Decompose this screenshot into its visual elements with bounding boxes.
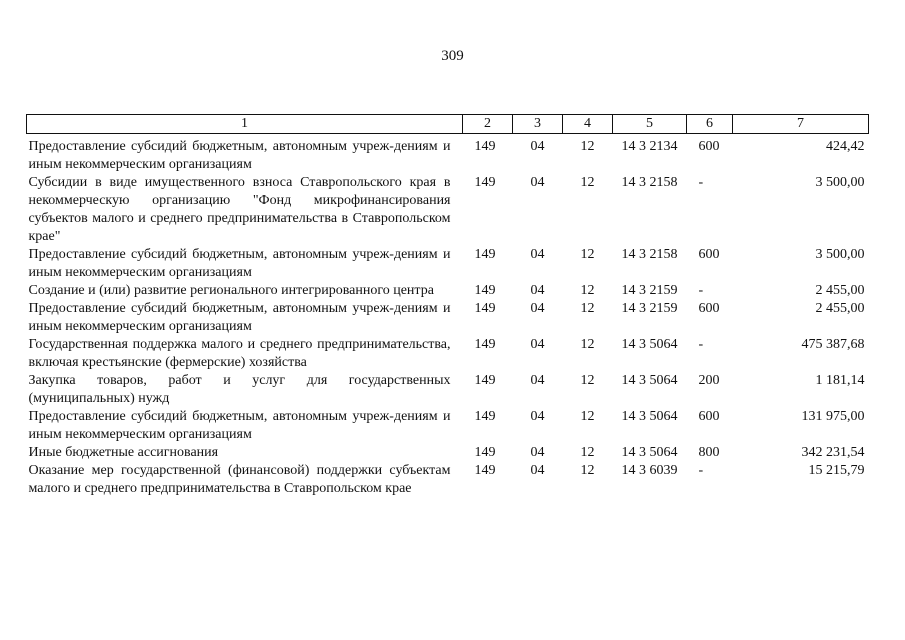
column-header-1: 1 <box>27 115 463 134</box>
row-name: Оказание мер государственной (финансовой) поддержки субъектам малого и среднего предпринимательства в Ставропольском крае <box>28 463 451 496</box>
cell-col6: 800 <box>698 445 720 460</box>
cell-col2: 149 <box>474 337 496 352</box>
cell-col7: 2 455,00 <box>815 283 865 298</box>
page-number: 309 <box>441 48 464 64</box>
table-row <box>27 462 869 498</box>
cell-col2: 149 <box>474 175 496 190</box>
cell-col5: 14 3 2159 <box>621 301 678 316</box>
cell-col5: 14 3 5064 <box>621 445 678 460</box>
cell-col6: - <box>698 283 704 298</box>
table-row <box>27 372 869 408</box>
row-name: Создание и (или) развитие регионального интегрированного центра <box>28 283 434 298</box>
cell-col3: 04 <box>530 175 545 190</box>
budget-table <box>26 114 869 498</box>
cell-col6: 600 <box>698 139 720 154</box>
cell-col4: 12 <box>580 373 595 388</box>
cell-col4: 12 <box>580 139 595 154</box>
cell-col2: 149 <box>474 373 496 388</box>
row-name: Предоставление субсидий бюджетным, автономным учреж-дениям и иным некоммерческим организациям <box>28 301 451 334</box>
row-name: Иные бюджетные ассигнования <box>28 445 219 460</box>
cell-col5: 14 3 2158 <box>621 175 678 190</box>
row-name: Субсидии в виде имущественного взноса Ставропольского края в некоммерческую организацию "Фонд микрофинансирования субъектов малого и среднего предпринимательства в Ставропольском крае" <box>28 175 451 244</box>
cell-col4: 12 <box>580 247 595 262</box>
cell-col6: 600 <box>698 409 720 424</box>
cell-col3: 04 <box>530 463 545 478</box>
cell-col3: 04 <box>530 283 545 298</box>
cell-col6: - <box>698 175 704 190</box>
cell-col2: 149 <box>474 139 496 154</box>
cell-col5: 14 3 2134 <box>621 139 678 154</box>
cell-col6: 600 <box>698 247 720 262</box>
cell-col7: 15 215,79 <box>808 463 865 478</box>
cell-col5: 14 3 5064 <box>621 337 678 352</box>
table-row <box>27 300 869 336</box>
cell-col7: 131 975,00 <box>801 409 865 424</box>
cell-col2: 149 <box>474 283 496 298</box>
cell-col2: 149 <box>474 445 496 460</box>
cell-col4: 12 <box>580 409 595 424</box>
cell-col3: 04 <box>530 337 545 352</box>
table-row <box>27 408 869 444</box>
cell-col7: 1 181,14 <box>815 373 865 388</box>
column-header-7: 7 <box>733 115 869 134</box>
cell-col2: 149 <box>474 463 496 478</box>
table-row <box>27 246 869 282</box>
row-name: Предоставление субсидий бюджетным, автономным учреж-дениям и иным некоммерческим организациям <box>28 139 451 172</box>
cell-col3: 04 <box>530 445 545 460</box>
cell-col4: 12 <box>580 175 595 190</box>
cell-col7: 3 500,00 <box>815 175 865 190</box>
cell-col7: 475 387,68 <box>801 337 865 352</box>
cell-col4: 12 <box>580 445 595 460</box>
cell-col5: 14 3 5064 <box>621 409 678 424</box>
cell-col6: 600 <box>698 301 720 316</box>
cell-col3: 04 <box>530 373 545 388</box>
table-header-row <box>27 115 869 134</box>
cell-col4: 12 <box>580 301 595 316</box>
table-row <box>27 444 869 462</box>
cell-col2: 149 <box>474 301 496 316</box>
row-name: Предоставление субсидий бюджетным, автономным учреж-дениям и иным некоммерческим организациям <box>28 409 451 442</box>
cell-col3: 04 <box>530 247 545 262</box>
cell-col5: 14 3 2159 <box>621 283 678 298</box>
cell-col3: 04 <box>530 409 545 424</box>
column-header-5: 5 <box>613 115 687 134</box>
column-header-4: 4 <box>563 115 613 134</box>
cell-col7: 2 455,00 <box>815 301 865 316</box>
table-row <box>27 282 869 300</box>
cell-col2: 149 <box>474 409 496 424</box>
table-row <box>27 336 869 372</box>
cell-col5: 14 3 6039 <box>621 463 678 478</box>
cell-col5: 14 3 2158 <box>621 247 678 262</box>
cell-col4: 12 <box>580 463 595 478</box>
cell-col4: 12 <box>580 337 595 352</box>
row-name: Государственная поддержка малого и среднего предпринимательства, включая крестьянские (фермерские) хозяйства <box>28 337 451 370</box>
cell-col3: 04 <box>530 139 545 154</box>
table-row <box>27 174 869 246</box>
row-name: Закупка товаров, работ и услуг для государственных (муниципальных) нужд <box>28 373 451 406</box>
cell-col2: 149 <box>474 247 496 262</box>
row-name: Предоставление субсидий бюджетным, автономным учреж-дениям и иным некоммерческим организациям <box>28 247 451 280</box>
column-header-3: 3 <box>513 115 563 134</box>
cell-col6: 200 <box>698 373 720 388</box>
table-row <box>27 134 869 175</box>
cell-col3: 04 <box>530 301 545 316</box>
cell-col7: 3 500,00 <box>815 247 865 262</box>
cell-col5: 14 3 5064 <box>621 373 678 388</box>
cell-col7: 342 231,54 <box>801 445 865 460</box>
column-header-2: 2 <box>463 115 513 134</box>
column-header-6: 6 <box>687 115 733 134</box>
cell-col7: 424,42 <box>826 139 865 154</box>
cell-col4: 12 <box>580 283 595 298</box>
cell-col6: - <box>698 463 704 478</box>
cell-col6: - <box>698 337 704 352</box>
